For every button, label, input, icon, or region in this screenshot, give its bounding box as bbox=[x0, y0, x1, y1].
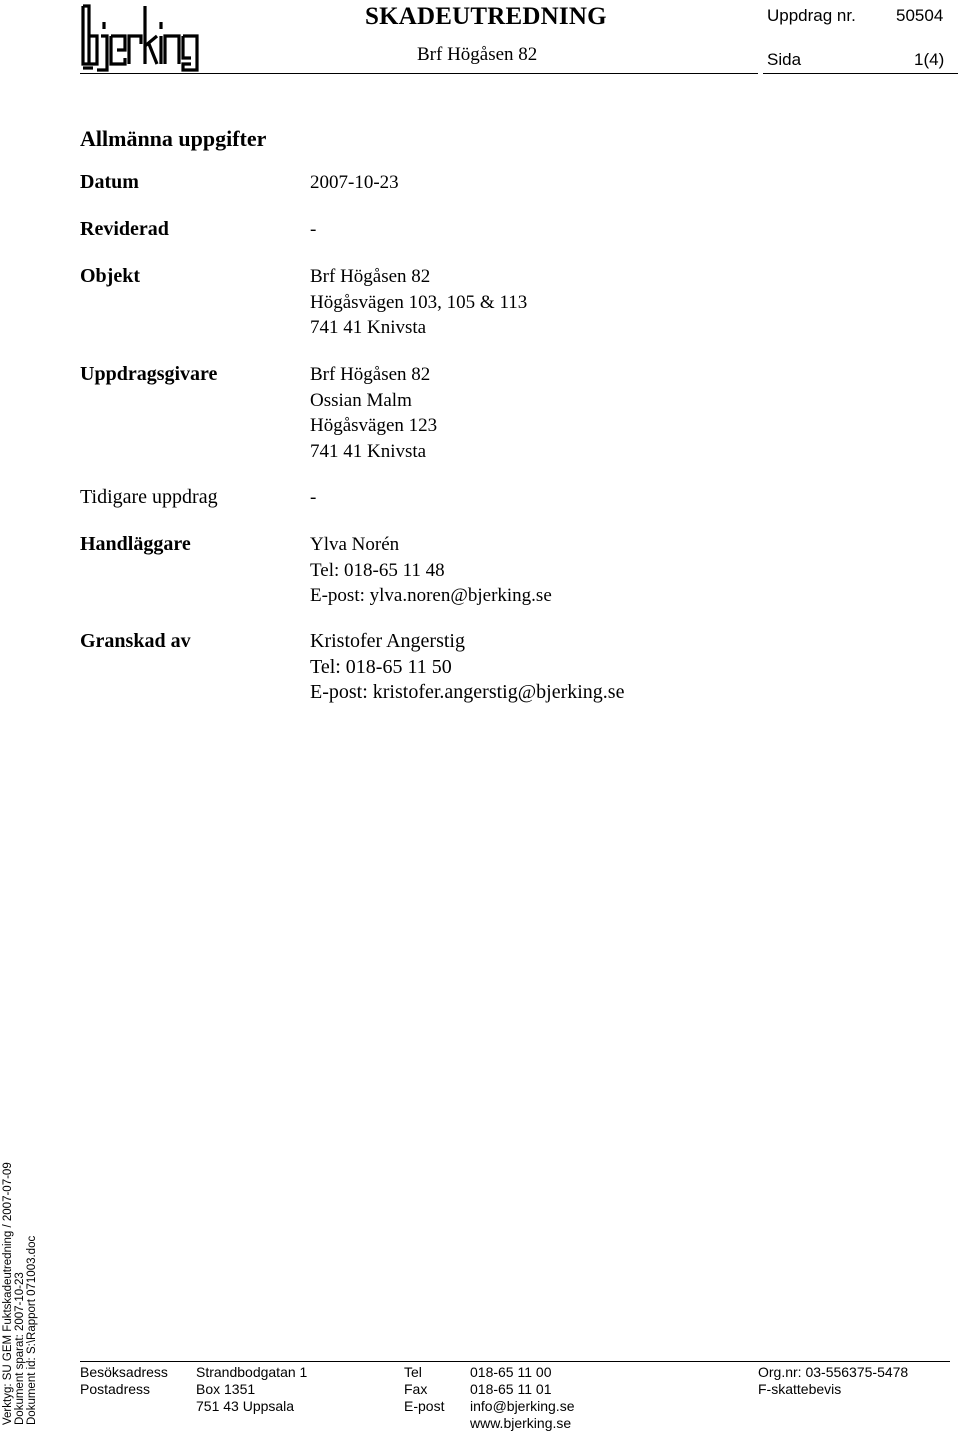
footer-text: Tel bbox=[404, 1364, 422, 1380]
granskad-av-label: Granskad av bbox=[80, 630, 191, 652]
objekt-line: 741 41 Knivsta bbox=[310, 317, 427, 338]
footer-website-link[interactable]: www.bjerking.se bbox=[470, 1415, 572, 1431]
uppdragsgivare-line: Brf Högåsen 82 bbox=[310, 364, 431, 385]
header-divider bbox=[763, 73, 958, 74]
footer-divider bbox=[80, 1361, 950, 1362]
footer-contact-labels bbox=[404, 1364, 444, 1415]
objekt-label: Objekt bbox=[80, 265, 140, 287]
handlaggare-line: Tel: 018-65 11 48 bbox=[310, 559, 445, 581]
datum-label: Datum bbox=[80, 171, 139, 193]
reviderad-value-text: - bbox=[310, 219, 317, 240]
granskad-av-line: Tel: 018-65 11 50 bbox=[310, 655, 452, 678]
footer-text: 751 43 Uppsala bbox=[196, 1398, 295, 1414]
document-title: SKADEUTREDNING bbox=[365, 3, 607, 30]
footer-text: Postadress bbox=[80, 1381, 151, 1397]
reviderad-value bbox=[310, 217, 316, 243]
document-meta-sidebar bbox=[2, 1150, 50, 1425]
footer-contact-values bbox=[470, 1364, 575, 1432]
bjerking-logo bbox=[80, 2, 208, 72]
objekt-value bbox=[310, 264, 527, 341]
header-divider bbox=[80, 73, 213, 74]
uppdragsgivare-line: Högåsvägen 123 bbox=[310, 415, 438, 436]
footer-address bbox=[196, 1364, 307, 1415]
uppdragsgivare-value bbox=[310, 362, 437, 464]
granskad-av-line: E-post: kristofer.angerstig@bjerking.se bbox=[310, 681, 625, 703]
footer-org bbox=[758, 1364, 908, 1398]
footer-text: Fax bbox=[404, 1381, 428, 1397]
datum-value bbox=[310, 170, 399, 196]
footer-text: 018-65 11 01 bbox=[470, 1381, 552, 1397]
page-number: 1(4) bbox=[914, 50, 945, 69]
side-text-line: Verktyg: SU GEM Fuktskadeutredning / 2007-07-09 bbox=[2, 1162, 14, 1425]
uppdragsgivare-label: Uppdragsgivare bbox=[80, 363, 218, 385]
uppdrag-nr-value: 50504 bbox=[896, 6, 944, 25]
uppdragsgivare-line: 741 41 Knivsta bbox=[310, 440, 427, 462]
handlaggare-line: E-post: ylva.noren@bjerking.se bbox=[310, 585, 552, 606]
footer-text: F-skattebevis bbox=[758, 1381, 842, 1397]
footer-text: Besöksadress bbox=[80, 1364, 168, 1380]
handlaggare-label: Handläggare bbox=[80, 533, 191, 555]
handlaggare-value bbox=[310, 532, 552, 609]
footer-labels bbox=[80, 1364, 168, 1398]
objekt-line: Högåsvägen 103, 105 & 113 bbox=[310, 291, 528, 313]
tidigare-uppdrag-value-text: - bbox=[310, 487, 317, 508]
uppdragsgivare-line: Ossian Malm bbox=[310, 389, 412, 411]
header-divider bbox=[213, 73, 758, 74]
handlaggare-line: Ylva Norén bbox=[310, 534, 400, 555]
tidigare-uppdrag-value bbox=[310, 485, 316, 511]
footer-text: Org.nr: 03-556375-5478 bbox=[758, 1364, 909, 1380]
objekt-line: Brf Högåsen 82 bbox=[310, 266, 431, 287]
tidigare-uppdrag-label: Tidigare uppdrag bbox=[80, 486, 218, 508]
granskad-av-value bbox=[310, 629, 624, 706]
section-heading: Allmänna uppgifter bbox=[80, 126, 267, 151]
footer-text: 018-65 11 00 bbox=[470, 1364, 552, 1380]
footer-text: Box 1351 bbox=[196, 1381, 256, 1397]
footer-email-link[interactable]: info@bjerking.se bbox=[470, 1398, 575, 1414]
page-label: Sida bbox=[767, 50, 802, 69]
datum-value-text: 2007-10-23 bbox=[310, 172, 399, 193]
side-text-line: Dokument sparat: 2007-10-23 bbox=[14, 1272, 26, 1425]
uppdrag-nr-label: Uppdrag nr. bbox=[767, 6, 856, 25]
footer-text: Strandbodgatan 1 bbox=[196, 1364, 308, 1380]
side-text-line: Dokument id: S:\Rapport 071003.doc bbox=[26, 1235, 38, 1425]
reviderad-label: Reviderad bbox=[80, 218, 169, 240]
granskad-av-line: Kristofer Angerstig bbox=[310, 630, 465, 652]
document-subject: Brf Högåsen 82 bbox=[417, 44, 538, 65]
footer-text: E-post bbox=[404, 1398, 445, 1414]
